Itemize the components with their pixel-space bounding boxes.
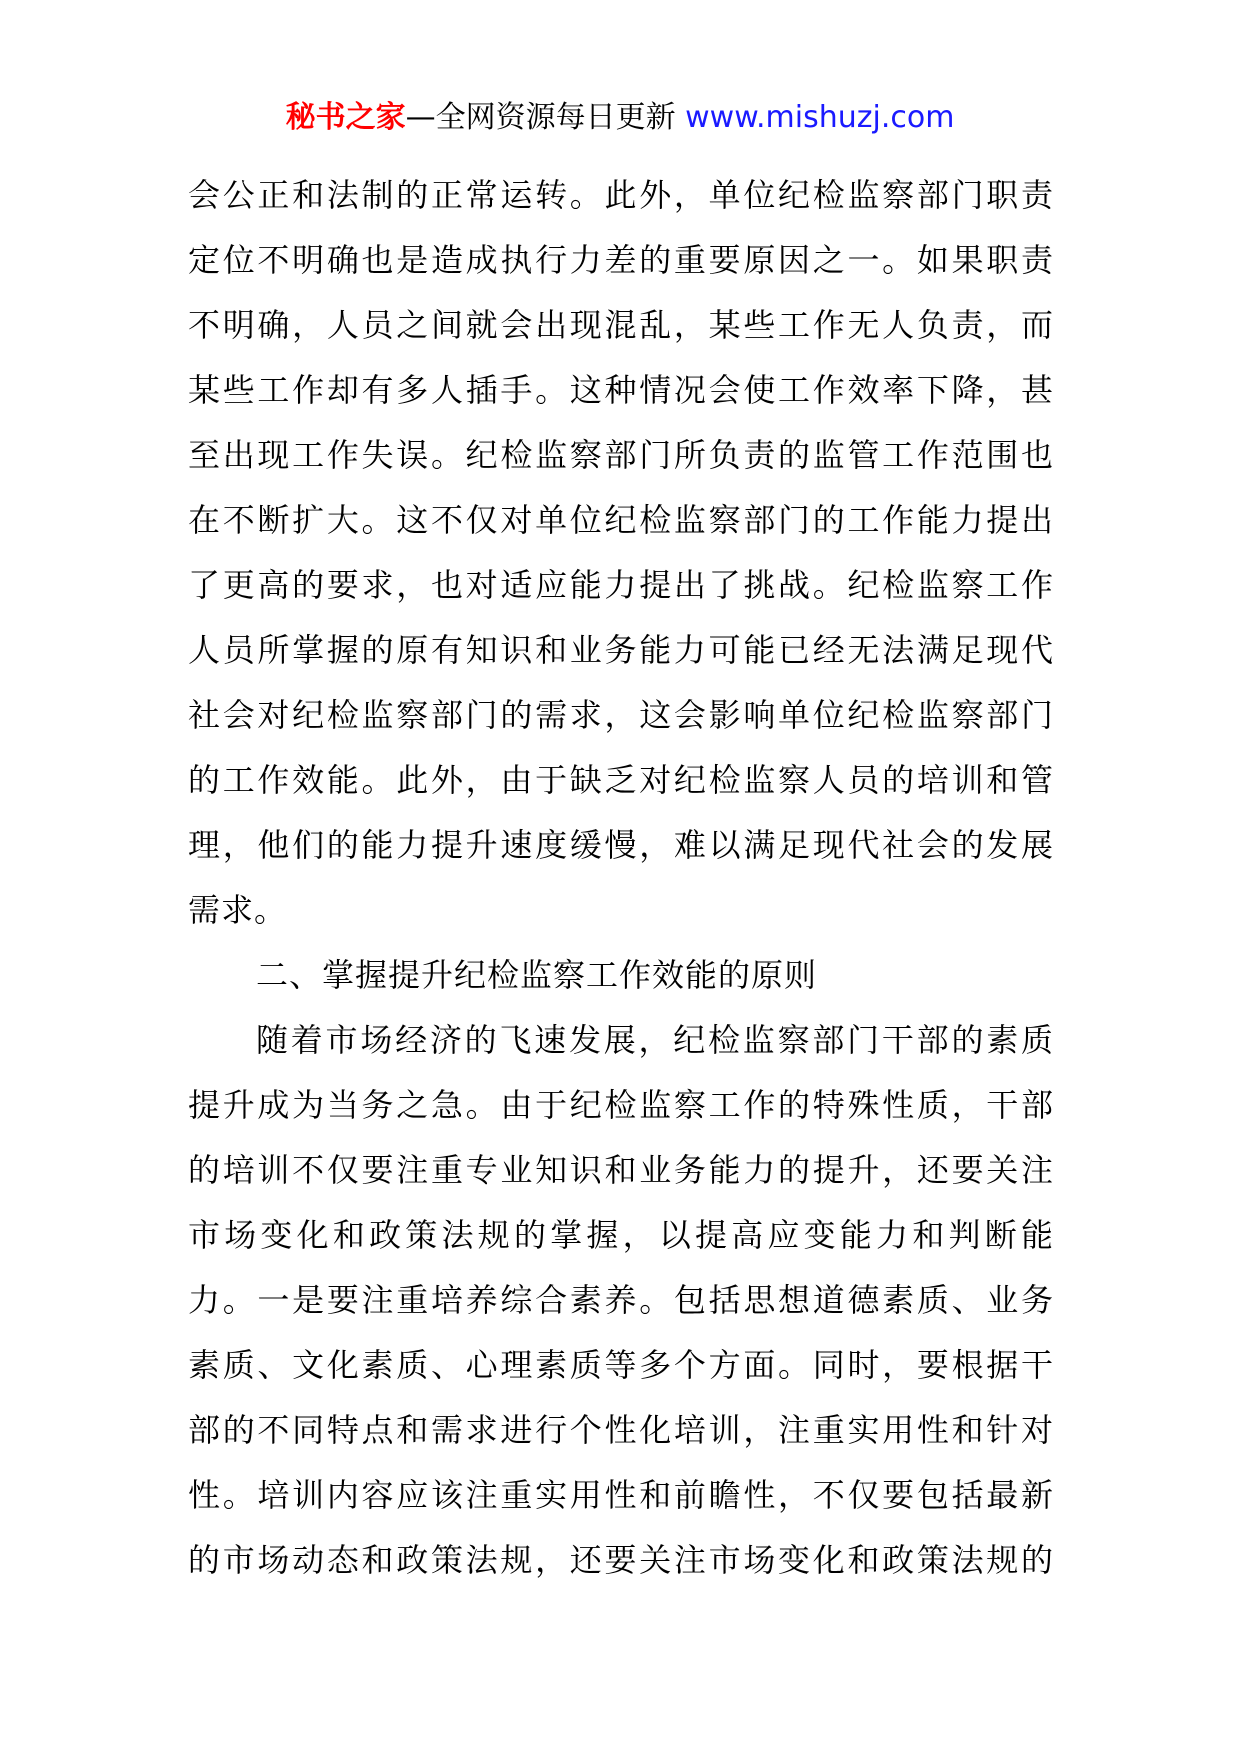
text-line: 性。培训内容应该注重实用性和前瞻性，不仅要包括最新 — [188, 1476, 1054, 1514]
text-line: 人员所掌握的原有知识和业务能力可能已经无法满足现代 — [188, 631, 1054, 669]
text-line: 市场变化和政策法规的掌握，以提高应变能力和判断能 — [188, 1216, 1054, 1254]
page-header — [0, 98, 1240, 138]
text-line: 了更高的要求，也对适应能力提出了挑战。纪检监察工作 — [188, 566, 1054, 604]
text-line: 定位不明确也是造成执行力差的重要原因之一。如果职责 — [188, 241, 1054, 279]
document-body — [188, 163, 1054, 1593]
text-line: 需求。 — [188, 891, 288, 929]
text-line: 力。一是要注重培养综合素养。包括思想道德素质、业务 — [188, 1281, 1054, 1319]
text-line: 至出现工作失误。纪检监察部门所负责的监管工作范围也 — [188, 436, 1054, 474]
site-brand: 秘书之家 — [285, 100, 406, 135]
section-heading: 二、掌握提升纪检监察工作效能的原则 — [256, 956, 818, 994]
text-line: 的工作效能。此外，由于缺乏对纪检监察人员的培训和管 — [188, 761, 1054, 799]
text-line: 的培训不仅要注重专业知识和业务能力的提升，还要关注 — [188, 1151, 1054, 1189]
text-line: 社会对纪检监察部门的需求，这会影响单位纪检监察部门 — [188, 696, 1054, 734]
site-tagline: —全网资源每日更新 — [405, 100, 676, 135]
text-line: 部的不同特点和需求进行个性化培训，注重实用性和针对 — [188, 1411, 1054, 1449]
text-line: 理，他们的能力提升速度缓慢，难以满足现代社会的发展 — [188, 826, 1054, 864]
text-line: 不明确，人员之间就会出现混乱，某些工作无人负责，而 — [188, 306, 1054, 344]
site-url-link[interactable]: www.mishuzj.com — [685, 100, 955, 135]
text-line: 素质、文化素质、心理素质等多个方面。同时，要根据干 — [188, 1346, 1054, 1384]
text-line: 提升成为当务之急。由于纪检监察工作的特殊性质，干部 — [188, 1086, 1054, 1124]
text-line: 会公正和法制的正常运转。此外，单位纪检监察部门职责 — [188, 176, 1054, 214]
text-line: 随着市场经济的飞速发展，纪检监察部门干部的素质 — [256, 1021, 1054, 1059]
text-line: 在不断扩大。这不仅对单位纪检监察部门的工作能力提出 — [188, 501, 1054, 539]
text-line: 的市场动态和政策法规，还要关注市场变化和政策法规的 — [188, 1541, 1054, 1579]
text-line: 某些工作却有多人插手。这种情况会使工作效率下降，甚 — [188, 371, 1054, 409]
